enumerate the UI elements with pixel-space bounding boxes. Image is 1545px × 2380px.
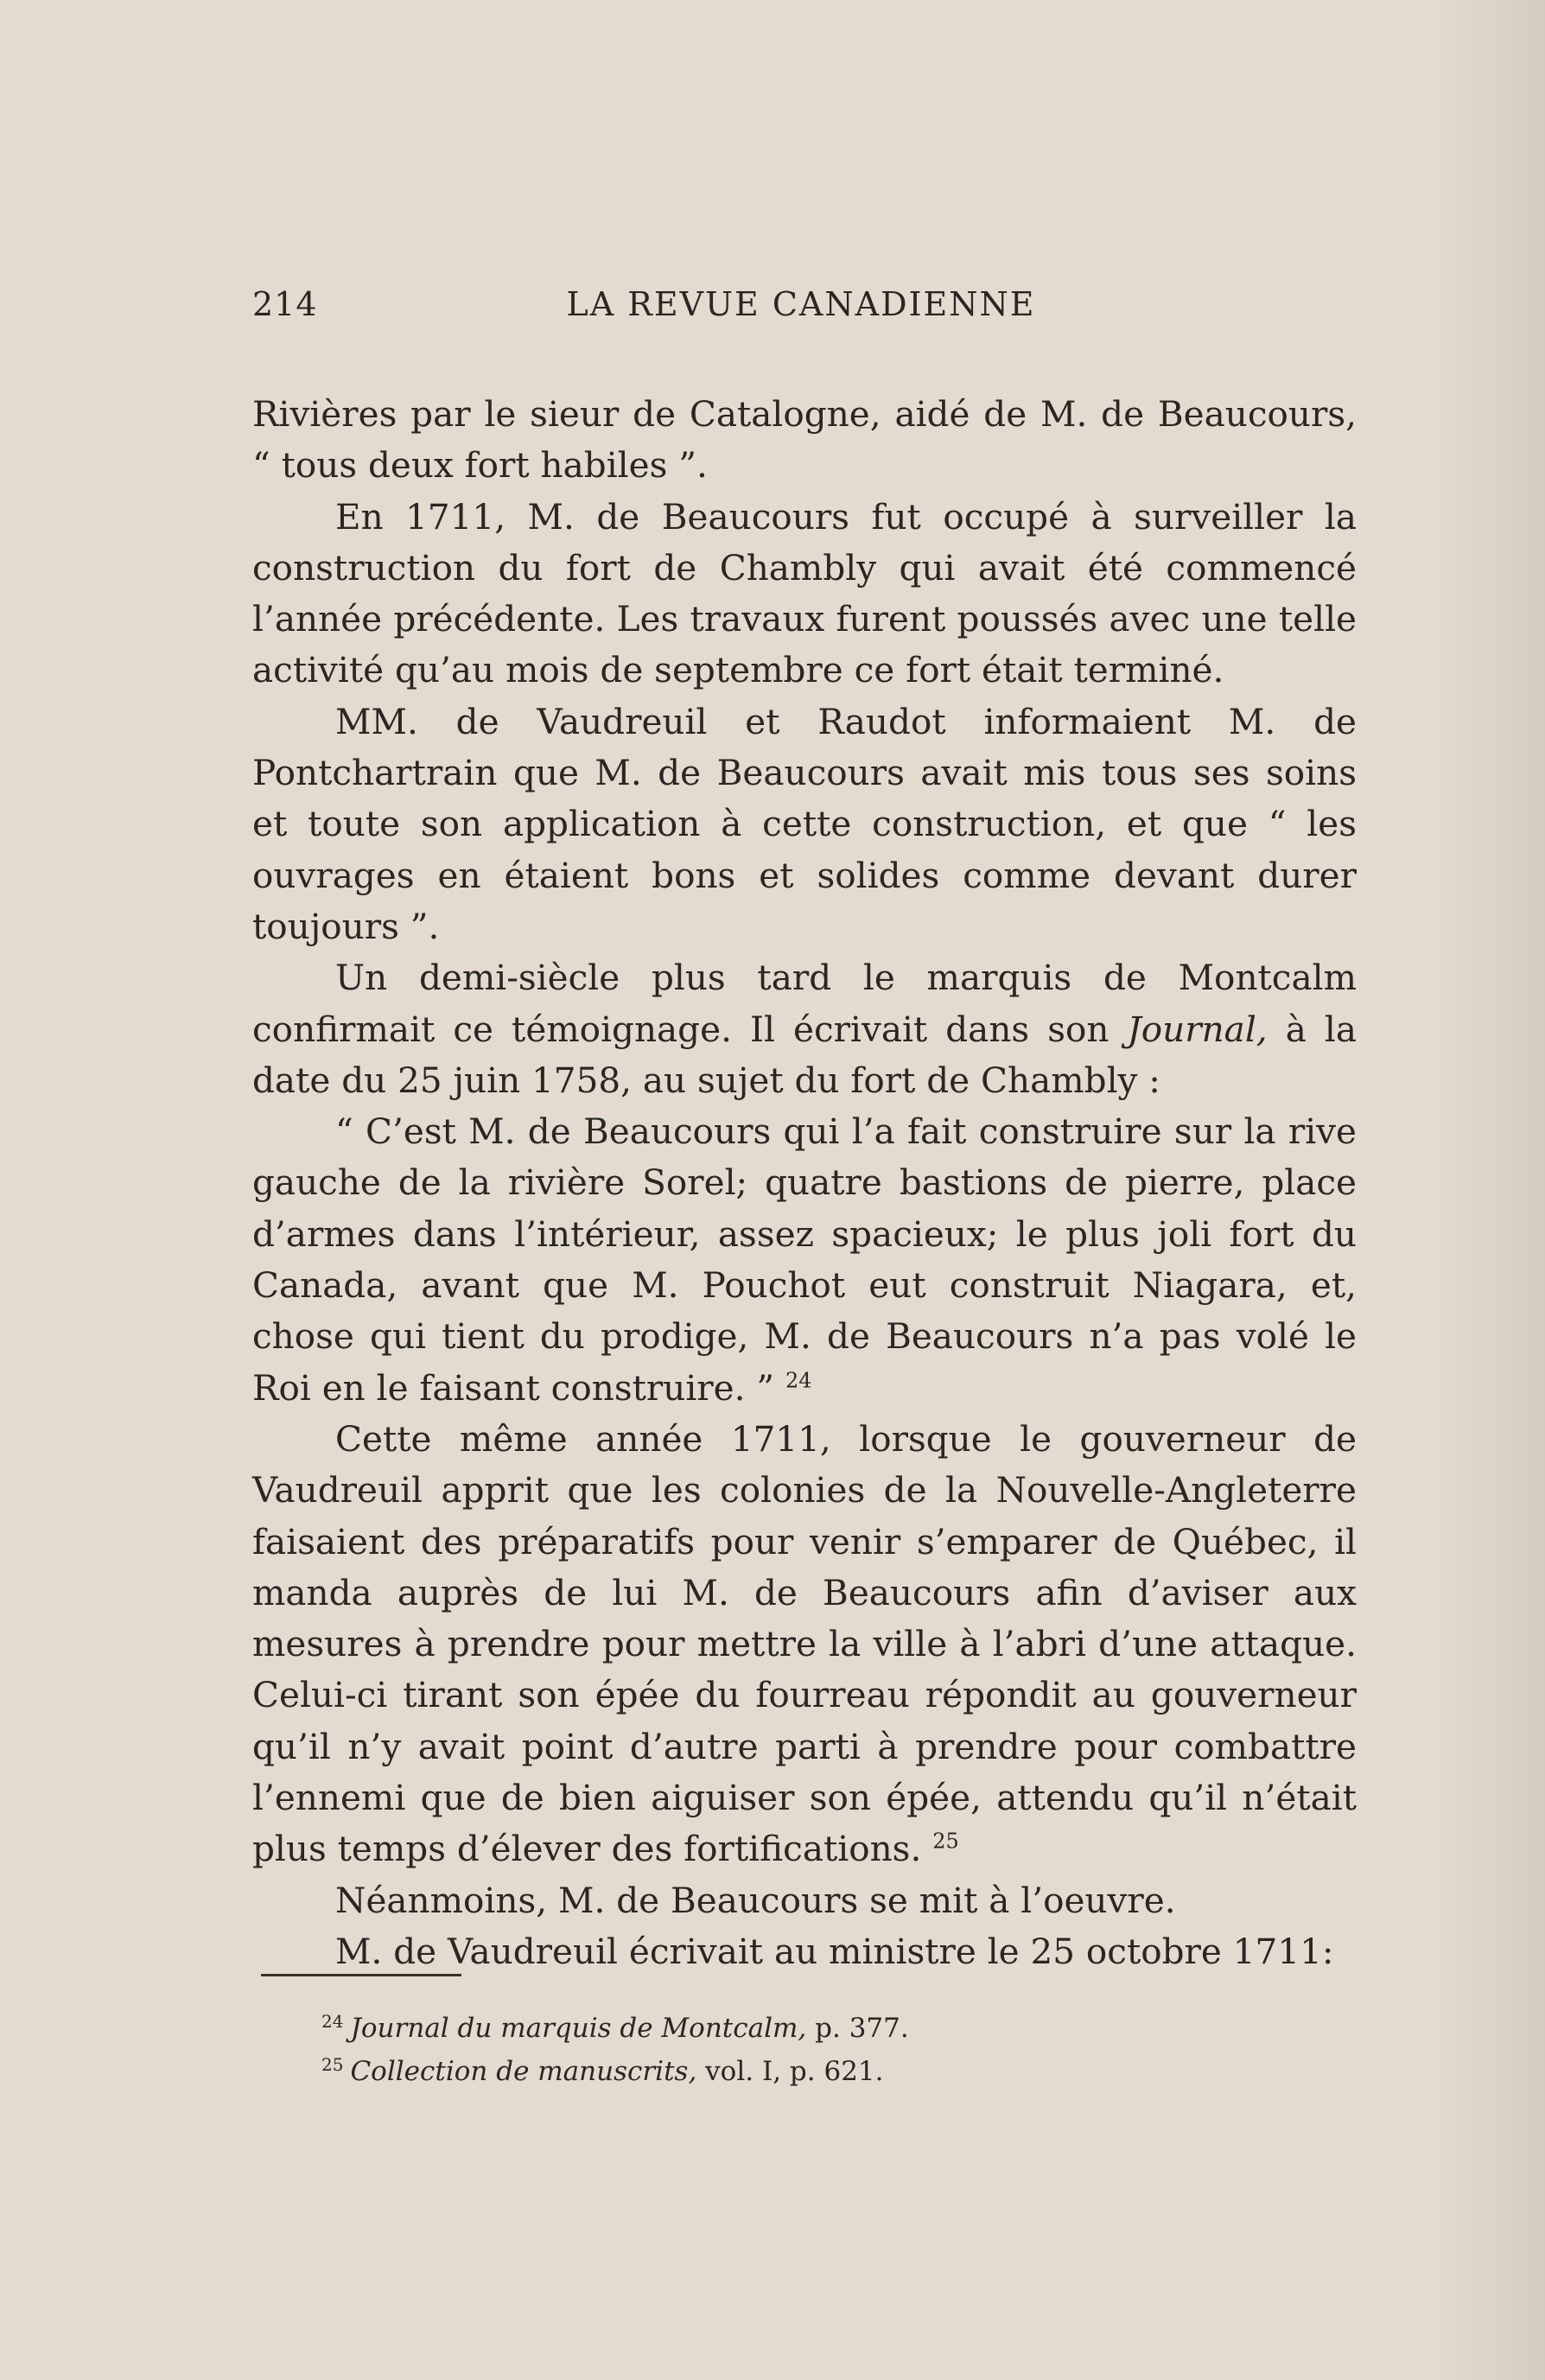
footnotes <box>321 2007 1272 2093</box>
quotation-text: “ C’est M. de Beaucours qui l’a fait construire sur la rive gauche de la rivière Sorel; quatre bastions de pierre, place d’armes dans l’intérieur, assez spacieux; le plus joli fort du Canada, avant que M. Pouchot eut construit Niagara, et, chose qui tient du prodige, M. de Beaucours n’a pas volé le Roi en le faisant construire. ” <box>252 1110 1357 1409</box>
running-title: LA REVUE CANADIENNE <box>566 285 1036 323</box>
footnote-text: vol. I, p. 621. <box>705 2056 884 2087</box>
quotation-paragraph <box>252 1106 1357 1414</box>
paragraph-text: Cette même année 1711, lorsque le gouverneur de Vaudreuil apprit que les colonies de la Nouvelle-Angleterre faisaient des préparatifs pour venir s’emparer de Québec, il manda auprès de lui M. de Beaucours afin d’aviser aux mesures à prendre pour mettre la ville à l’abri d’une attaque. Celui-ci tirant son épée du fourreau répondit au gouverneur qu’il n’y avait point d’autre parti à prendre pour combattre l’ennemi que de bien aiguiser son épée, attendu qu’il n’était plus temps d’élever des fortifications. <box>252 1417 1357 1870</box>
paragraph-text: à la date du 25 juin 1758, au sujet du fort de Chambly : <box>252 1008 1357 1101</box>
paragraph: En 1711, M. de Beaucours fut occupé à surveiller la construction du fort de Chambly qui avait été commencé l’année précédente. Les travaux furent poussés avec une telle activité qu’au mois de septembre ce fort était terminé. <box>252 495 1357 691</box>
journal-title: Journal, <box>1127 1008 1268 1050</box>
footnote-text: p. 377. <box>815 2013 909 2044</box>
paragraph: MM. de Vaudreuil et Raudot informaient M. de Pontchartrain que M. de Beaucours avait mis tous ses soins et toute son application à cette construction, et que “ les ouvrages en étaient bons et solides comme devant durer toujours ”. <box>252 700 1357 947</box>
page-header <box>252 285 1350 337</box>
footnote-reference: 24 <box>785 1368 812 1393</box>
paragraph <box>252 1414 1357 1875</box>
paragraph <box>252 952 1357 1106</box>
paragraph-text: Un demi-siècle plus tard le marquis de Montcalm confirmait ce témoignage. Il écrivait dans son <box>252 957 1357 1050</box>
footnote-title: Journal du marquis de Montcalm, <box>350 2013 807 2044</box>
footnote <box>321 2007 1272 2050</box>
footnote <box>321 2050 1272 2093</box>
body-text <box>252 389 1357 1977</box>
page-number: 214 <box>252 285 318 323</box>
footnote-number: 25 <box>321 2053 344 2075</box>
paragraph: Néanmoins, M. de Beaucours se mit à l’oeuvre. <box>335 1879 1176 1921</box>
footnote-divider <box>261 1974 461 1976</box>
footnote-reference: 25 <box>932 1829 959 1854</box>
footnote-title: Collection de manuscrits, <box>350 2056 697 2087</box>
paragraph: M. de Vaudreuil écrivait au ministre le 25 octobre 1711: <box>335 1930 1334 1972</box>
footnote-number: 24 <box>321 2010 344 2032</box>
paragraph: Rivières par le sieur de Catalogne, aidé de M. de Beaucours, “ tous deux fort habiles ”. <box>252 393 1357 487</box>
